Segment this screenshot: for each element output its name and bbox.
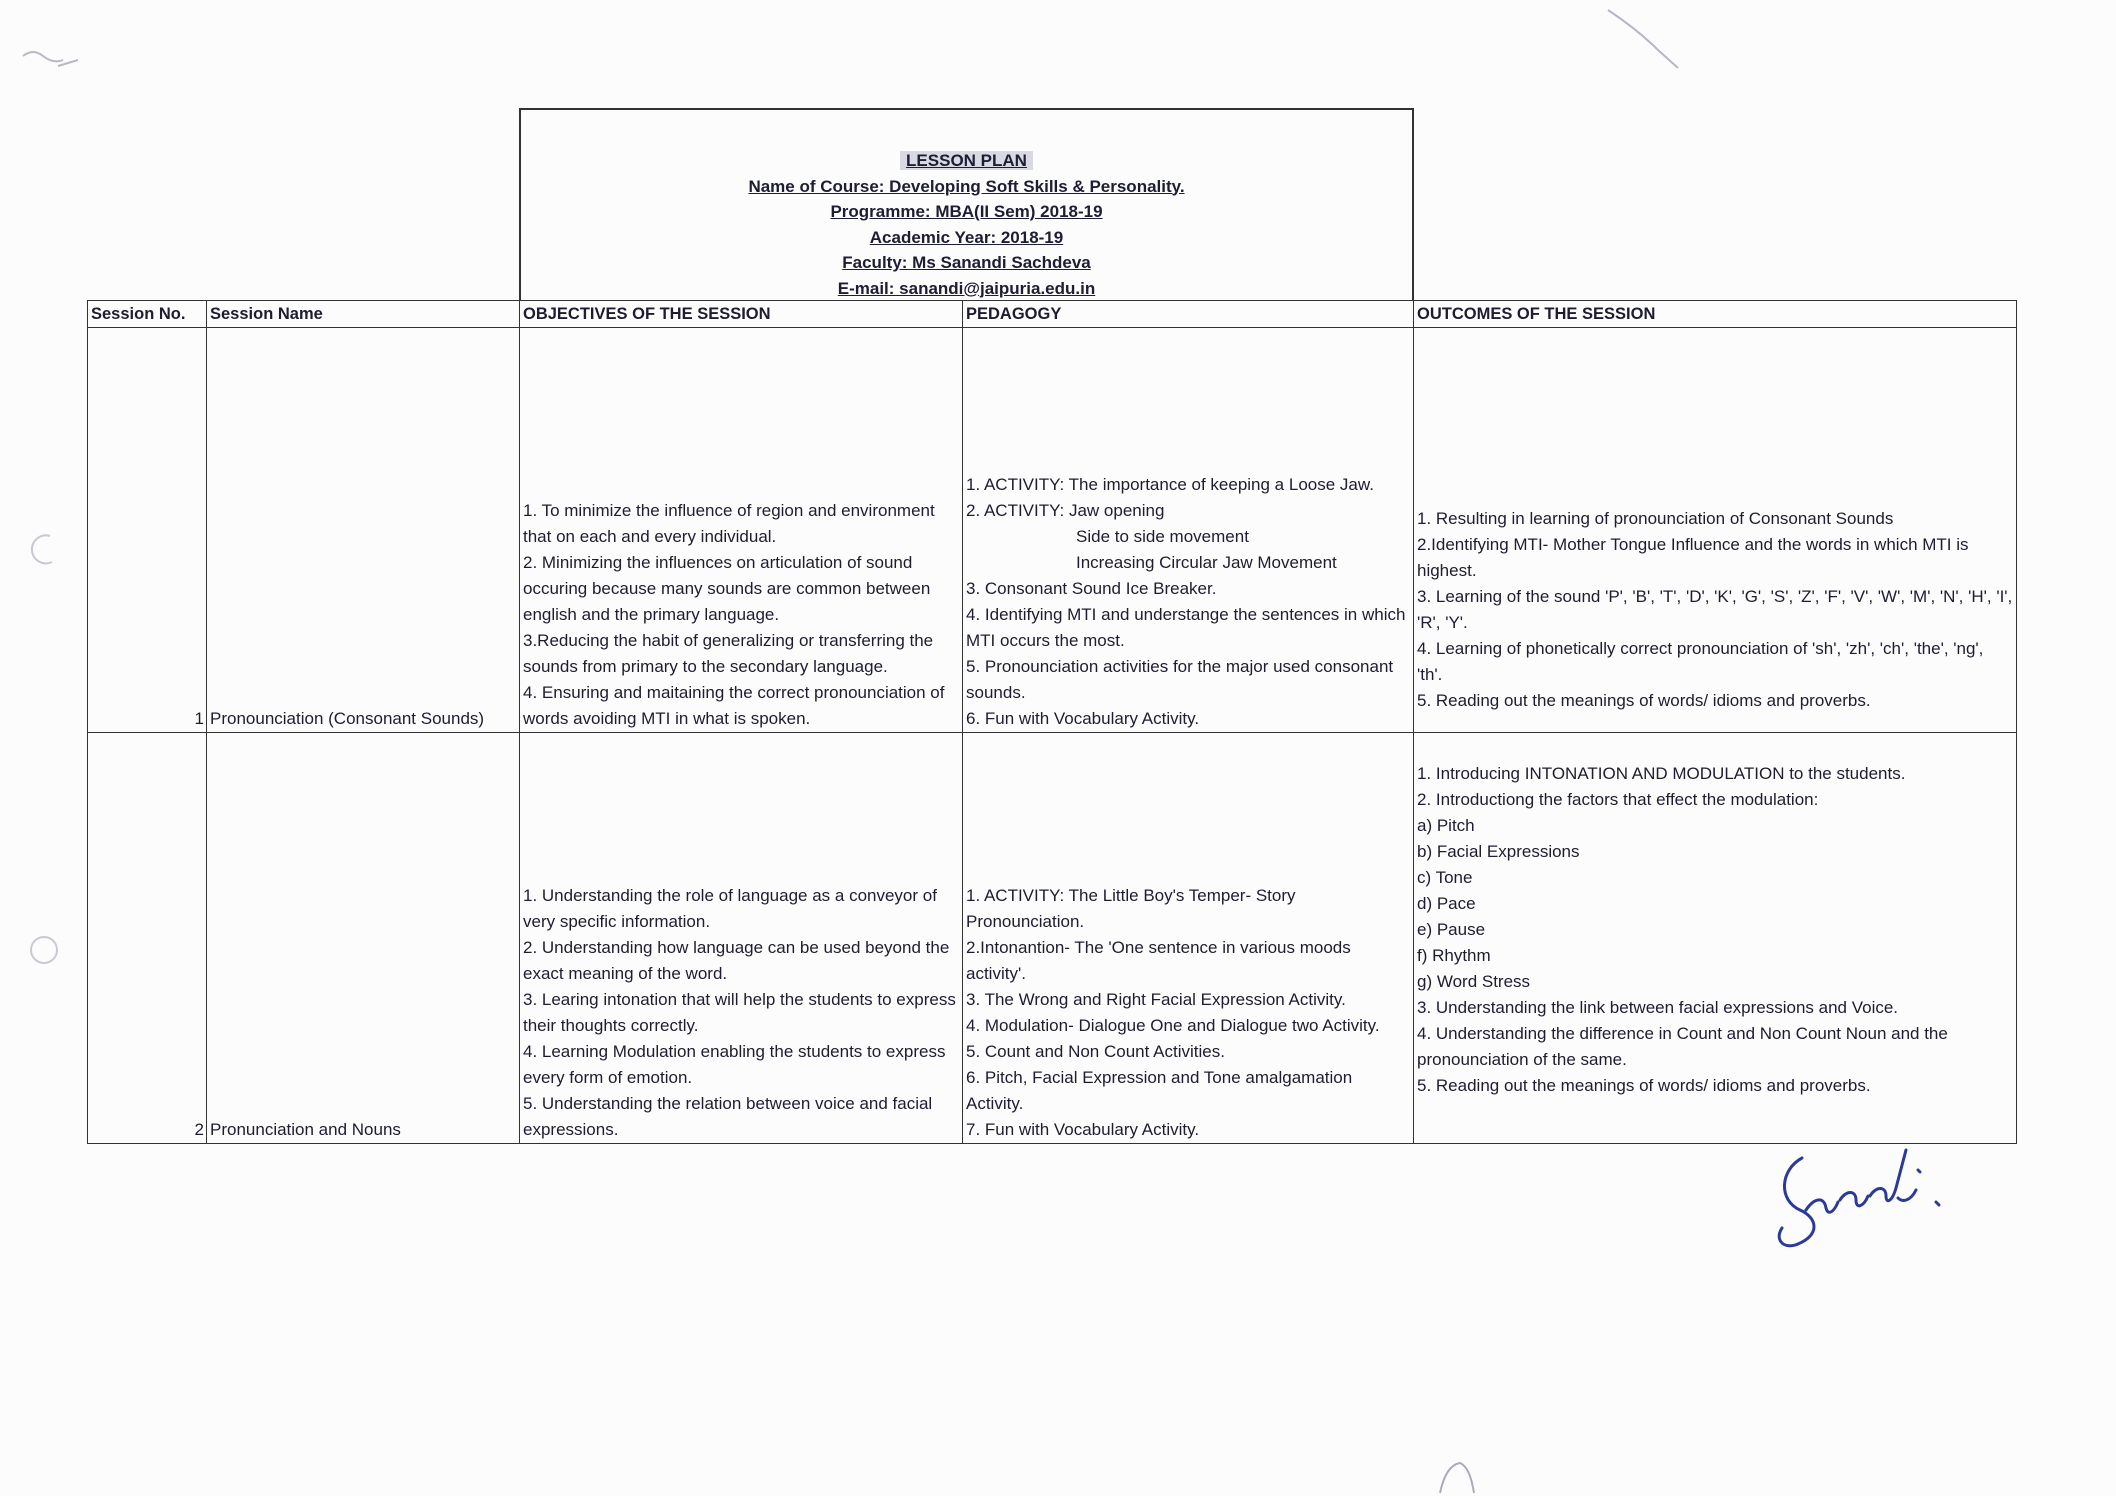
objective-item: 1. To minimize the influence of region and environment that on each and every individual. [523, 501, 935, 546]
pedagogy-item: 4. Modulation- Dialogue One and Dialogue two Activity. [966, 1016, 1380, 1035]
objective-item: 4. Ensuring and maitaining the correct pronounciation of words avoiding MTI in what is spoken. [523, 683, 945, 728]
handwritten-signature [1760, 1140, 1990, 1250]
col-outcomes: OUTCOMES OF THE SESSION [1414, 301, 2017, 328]
pedagogy-item: 6. Pitch, Facial Expression and Tone amalgamation Activity. [966, 1068, 1353, 1113]
objective-item: 2. Understanding how language can be used beyond the exact meaning of the word. [523, 938, 950, 983]
session-number: 2 [88, 733, 207, 1144]
outcome-item: 2. Introductiong the factors that effect the modulation: [1417, 790, 1819, 809]
faculty: Faculty: Ms Sanandi Sachdeva [842, 253, 1091, 272]
pedagogy-item: 3. Consonant Sound Ice Breaker. [966, 579, 1217, 598]
lesson-plan-header [519, 108, 1414, 300]
pedagogy-item: 1. ACTIVITY: The importance of keeping a Loose Jaw. [966, 475, 1374, 494]
header-title [521, 148, 1412, 174]
pedagogy-item: 7. Fun with Vocabulary Activity. [966, 1120, 1200, 1139]
pedagogy-item: 4. Identifying MTI and understange the sentences in which MTI occurs the most. [966, 605, 1406, 650]
outcome-item: 4. Understanding the difference in Count and Non Count Noun and the pronounciation of the same. [1417, 1024, 1948, 1069]
pedagogy-item: 2. ACTIVITY: Jaw opening [966, 501, 1165, 520]
email: E-mail: sanandi@jaipuria.edu.in [837, 278, 1096, 298]
pedagogy-item: 1. ACTIVITY: The Little Boy's Temper- Story Pronounciation. [966, 886, 1296, 931]
pedagogy-item: 5. Pronounciation activities for the major used consonant sounds. [966, 657, 1394, 702]
col-objectives: OBJECTIVES OF THE SESSION [520, 301, 963, 328]
session-name: Pronounciation (Consonant Sounds) [207, 328, 520, 733]
session-name: Pronunciation and Nouns [207, 733, 520, 1144]
objectives-cell [520, 328, 963, 733]
programme: Programme: MBA(II Sem) 2018-19 [830, 202, 1103, 221]
outcome-item: 1. Resulting in learning of pronounciation of Consonant Sounds [1417, 509, 1894, 528]
pedagogy-item: 3. The Wrong and Right Facial Expression Activity. [966, 990, 1346, 1009]
pedagogy-subitem: Increasing Circular Jaw Movement [1076, 553, 1337, 572]
outcome-item: e) Pause [1417, 920, 1486, 939]
scan-mark-topleft [18, 36, 118, 76]
outcome-item: 5. Reading out the meanings of words/ idioms and proverbs. [1417, 1076, 1871, 1095]
outcomes-cell [1414, 328, 2017, 733]
table-header-row [88, 301, 2017, 328]
outcome-item: d) Pace [1417, 894, 1476, 913]
table-row [88, 733, 2017, 1144]
objective-item: 1. Understanding the role of language as a conveyor of very specific information. [523, 886, 937, 931]
pedagogy-item: 2.Intonantion- The 'One sentence in various moods activity'. [966, 938, 1351, 983]
outcome-item: 5. Reading out the meanings of words/ idioms and proverbs. [1417, 691, 1871, 710]
lesson-plan-table [87, 300, 2017, 1144]
col-session-no: Session No. [88, 301, 207, 328]
objective-item: 5. Understanding the relation between voice and facial expressions. [523, 1094, 933, 1139]
outcome-item: 4. Learning of phonetically correct pronounciation of 'sh', 'zh', 'ch', 'the', 'ng', 'th'. [1417, 639, 1984, 684]
pedagogy-item: 5. Count and Non Count Activities. [966, 1042, 1225, 1061]
punch-hole-mark [26, 930, 66, 970]
title-text: LESSON PLAN [900, 151, 1033, 170]
academic-year: Academic Year: 2018-19 [869, 227, 1064, 247]
outcome-item: b) Facial Expressions [1417, 842, 1580, 861]
punch-hole-mark [20, 530, 60, 570]
outcome-item: f) Rhythm [1417, 946, 1491, 965]
pedagogy-cell [963, 328, 1414, 733]
objective-item: 4. Learning Modulation enabling the students to express every form of emotion. [523, 1042, 946, 1087]
objective-item: 3. Learing intonation that will help the students to express their thoughts correctly. [523, 990, 956, 1035]
objective-item: 2. Minimizing the influences on articulation of sound occuring because many sounds are common between english and the primary language. [523, 553, 931, 624]
outcome-item: 1. Introducing INTONATION AND MODULATION to the students. [1417, 764, 1906, 783]
table-row [88, 328, 2017, 733]
objectives-cell [520, 733, 963, 1144]
outcome-item: 3. Understanding the link between facial expressions and Voice. [1417, 998, 1899, 1017]
outcome-item: 2.Identifying MTI- Mother Tongue Influence and the words in which MTI is highest. [1417, 535, 1969, 580]
pedagogy-item: 6. Fun with Vocabulary Activity. [966, 709, 1200, 728]
col-session-name: Session Name [207, 301, 520, 328]
pedagogy-cell [963, 733, 1414, 1144]
scan-mark-bottom [1430, 1455, 1490, 1495]
outcome-item: g) Word Stress [1417, 972, 1531, 991]
outcome-item: 3. Learning of the sound 'P', 'B', 'T', 'D', 'K', 'G', 'S', 'Z', 'F', 'V', 'W', 'M', 'N', 'H', 'I', 'R', 'Y'. [1417, 587, 2013, 632]
session-number: 1 [88, 328, 207, 733]
objective-item: 3.Reducing the habit of generalizing or transferring the sounds from primary to the secondary language. [523, 631, 934, 676]
col-pedagogy: PEDAGOGY [963, 301, 1414, 328]
outcome-item: c) Tone [1417, 868, 1473, 887]
pedagogy-subitem: Side to side movement [1076, 527, 1249, 546]
outcome-item: a) Pitch [1417, 816, 1475, 835]
scan-mark-topright [1600, 0, 1690, 80]
outcomes-cell [1414, 733, 2017, 1144]
course-name: Name of Course: Developing Soft Skills & Personality. [748, 176, 1185, 196]
